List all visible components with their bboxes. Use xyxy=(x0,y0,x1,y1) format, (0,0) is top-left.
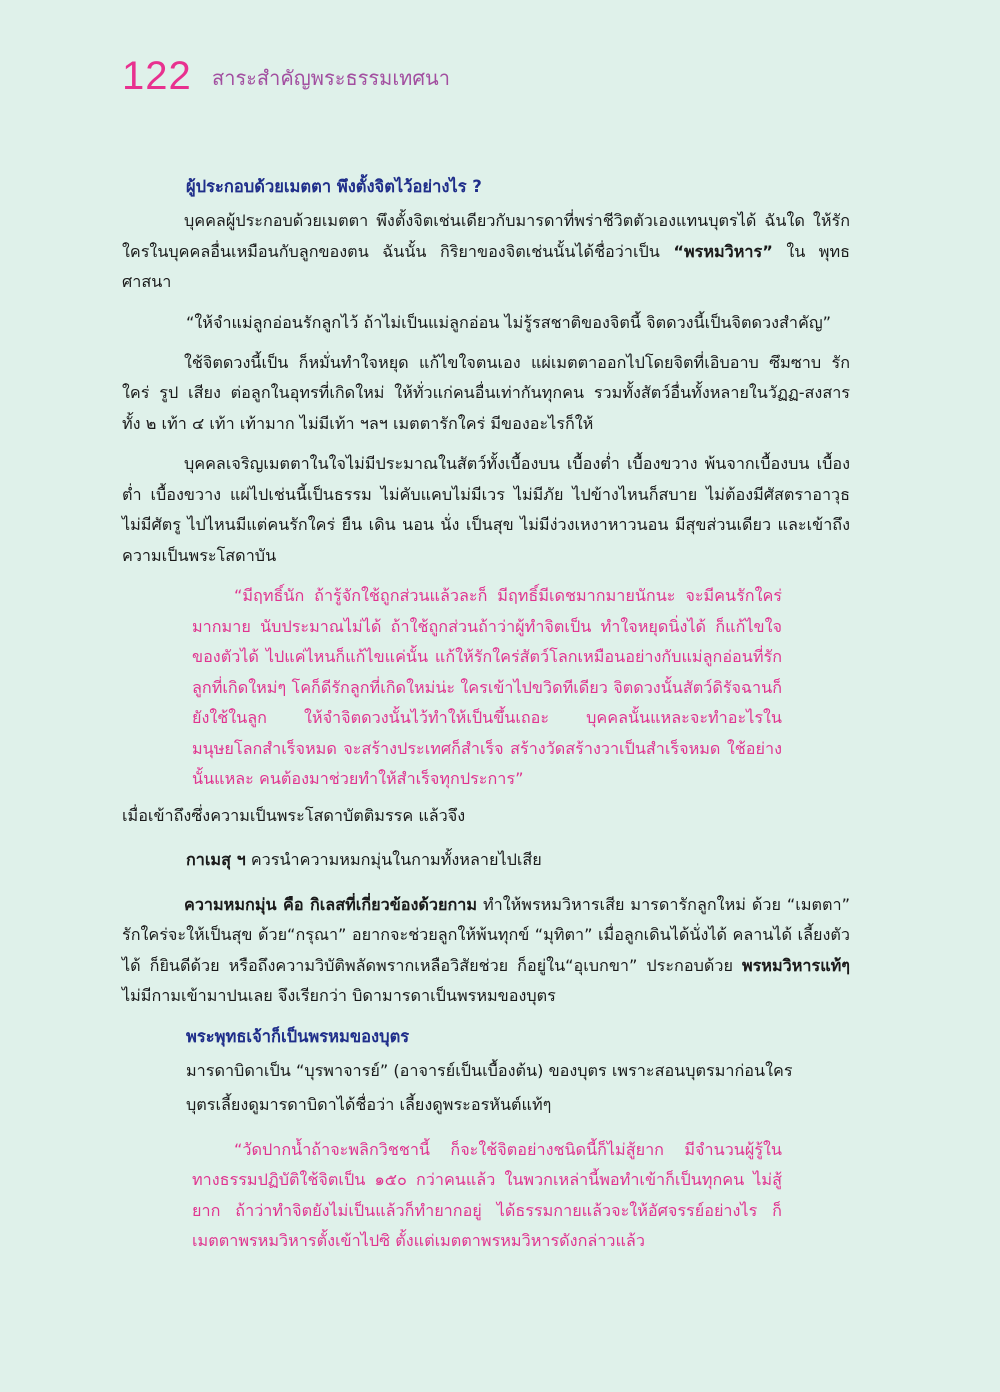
quote-line: “ให้จำแม่ลูกอ่อนรักลูกไว้ ถ้าไม่เป็นแม่ลูกอ่อน ไม่รู้รสชาติของจิตนี้ จิตดวงนี้เป็นจิตดวงสำคัญ” xyxy=(186,312,832,332)
bold-term: ความหมกมุ่น คือ กิเลสที่เกี่ยวข้องด้วยกาม xyxy=(184,894,478,914)
paragraph: เมื่อเข้าถึงซึ่งความเป็นพระโสดาบัตติมรรค แล้วจึง xyxy=(122,805,466,825)
paragraph xyxy=(122,206,850,298)
paragraph: มารดาบิดาเป็น “บุรพาจารย์” (อาจารย์เป็นเบื้องต้น) ของบุตร เพราะสอนบุตรมาก่อนใคร xyxy=(186,1060,793,1080)
paragraph-text: ไม่มีกามเข้ามาปนเลย จึงเรียกว่า บิดามารดาเป็นพรหมของบุตร xyxy=(122,986,556,1005)
section-heading: ผู้ประกอบด้วยเมตตา พึงตั้งจิตไว้อย่างไร ? xyxy=(186,177,482,196)
paragraph-text: บุคคลผู้ประกอบด้วยเมตตา พึงตั้งจิตเช่นเดียวกับมารดาที่พร่าชีวิตตัวเองแทนบุตรได้ ฉันใด ให้รักใครในบุคคลอื่นเหมือนกับลูกของตน ฉันนั้น กิริยาของจิตเช่นนั้นได้ชื่อว่าเป็น xyxy=(122,211,850,261)
section-heading: พระพุทธเจ้าก็เป็นพรหมของบุตร xyxy=(186,1026,410,1046)
paragraph xyxy=(186,845,850,876)
page-body xyxy=(122,172,850,1263)
bold-term: กาเมสุ ฯ xyxy=(186,850,246,869)
paragraph-text: ควรนำความหมกมุ่นในกามทั้งหลายไปเสีย xyxy=(245,850,542,869)
page-number: 122 xyxy=(122,54,192,98)
paragraph: บุคคลเจริญเมตตาในใจไม่มีประมาณในสัตว์ทั้งเบื้องบน เบื้องต่ำ เบื้องขวาง พ้นจากเบื้องบน เบื้องต่ำ เบื้องขวาง แผ่ไปเช่นนี้เป็นธรรม ไม่คับแคบไม่มีเวร ไม่มีภัย ไปข้างไหนก็สบาย ไม่ต้องมีศัสตราอาวุธ ไม่มีศัตรู ไปไหนมีแต่คนรักใคร่ ยืน เดิน นอน นั่ง เป็นสุข ไม่มีง่วงเหงาหาวนอน มีสุขส่วนเดียว และเข้าถึงความเป็นพระโสดาบัน xyxy=(122,454,850,565)
pink-quote xyxy=(192,581,782,795)
paragraph: ใช้จิตดวงนี้เป็น ก็หมั่นทำใจหยุด แก้ไขใจตนเอง แผ่เมตตาออกไปโดยจิตที่เอิบอาบ ซึมซาบ รักใคร่ รูป เสียง ต่อลูกในอุทรที่เกิดใหม่ ให้ทั่วแก่คนอื่นเท่ากันทุกคน รวมทั้งสัตว์อื่นทั้งหลายในวัฏฏ-สงสาร ทั้ง ๒ เท้า ๔ เท้า เท้ามาก ไม่มีเท้า ฯลฯ เมตตารักใคร่ มีของอะไรก็ให้ xyxy=(122,352,850,433)
paragraph xyxy=(122,890,850,1012)
pink-quote-text: “วัดปากน้ำถ้าจะพลิกวิชชานี้ ก็จะใช้จิตอย่างชนิดนี้ก็ไม่สู้ยาก มีจำนวนผู้รู้ใน ทางธรรมปฏิบัติใช้จิตเป็น ๑๕๐ กว่าคนแล้ว ในพวกเหล่านี้พอทำเข้าก็เป็นทุกคน ไม่สู้ยาก ถ้าว่าทำจิตยังไม่เป็นแล้วก็ทำยากอยู่ ได้ธรรมกายแล้วจะให้อัศจรรย์อย่างไร ก็เมตตาพรหมวิหารตั้งเข้าไปซิ ตั้งแต่เมตตาพรหมวิหารดังกล่าวแล้ว xyxy=(192,1139,782,1250)
paragraph-text: ใน พุทธศาสนา xyxy=(122,241,850,291)
paragraph: บุตรเลี้ยงดูมารดาบิดาได้ชื่อว่า เลี้ยงดูพระอรหันต์แท้ๆ xyxy=(186,1095,552,1114)
bold-term: “พรหมวิหาร” xyxy=(673,241,773,261)
pink-quote-text: “มีฤทธิ์นัก ถ้ารู้จักใช้ถูกส่วนแล้วละก็ มีฤทธิ์มีเดชมากมายนักนะ จะมีคนรักใคร่มากมาย นับประมาณไม่ได้ ถ้าใช้ถูกส่วนถ้าว่าผู้ทำจิตเป็น ทำใจหยุดนิ่งได้ ก็แก้ไขใจของตัวได้ ไปแค่ไหนก็แก้ไขแค่นั้น แก้ให้รักใคร่สัตว์โลกเหมือนอย่างกับแม่ลูกอ่อนที่รักลูกที่เกิดใหม่ๆ โคก็ดีรักลูกที่เกิดใหม่น่ะ ใครเข้าไปขวิดทีเดียว จิตดวงนั้นสัตว์ดิรัจฉานก็ยังใช้ในลูก ให้จำจิตดวงนั้นไว้ทำให้เป็นขึ้นเถอะ บุคคลนั้นแหละจะทำอะไรในมนุษยโลกสำเร็จหมด จะสร้างประเทศก็สำเร็จ สร้างวัดสร้างวาเป็นสำเร็จหมด ใช้อย่างนั้นแหละ คนต้องมาช่วยทำให้สำเร็จทุกประการ” xyxy=(192,586,782,788)
paragraph-text: ทำให้พรหมวิหารเสีย มารดารักลูกใหม่ ด้วย “เมตตา” รักใคร่จะให้เป็นสุข ด้วย“กรุณา” อยากจะช่วยลูกให้พ้นทุกข์ “มุทิตา” เมื่อลูกเดินได้นั่งได้ คลานได้ เลี้ยงตัวได้ ก็ยินดีด้วย หรือถึงความวิบัติพลัดพรากเหลือวิสัยช่วย ก็อยู่ใน“อุเบกขา” ประกอบด้วย xyxy=(122,894,850,975)
pink-quote xyxy=(192,1135,782,1257)
book-title: สาระสำคัญพระธรรมเทศนา xyxy=(212,66,450,90)
bold-term: พรหมวิหารแท้ๆ xyxy=(741,955,850,975)
